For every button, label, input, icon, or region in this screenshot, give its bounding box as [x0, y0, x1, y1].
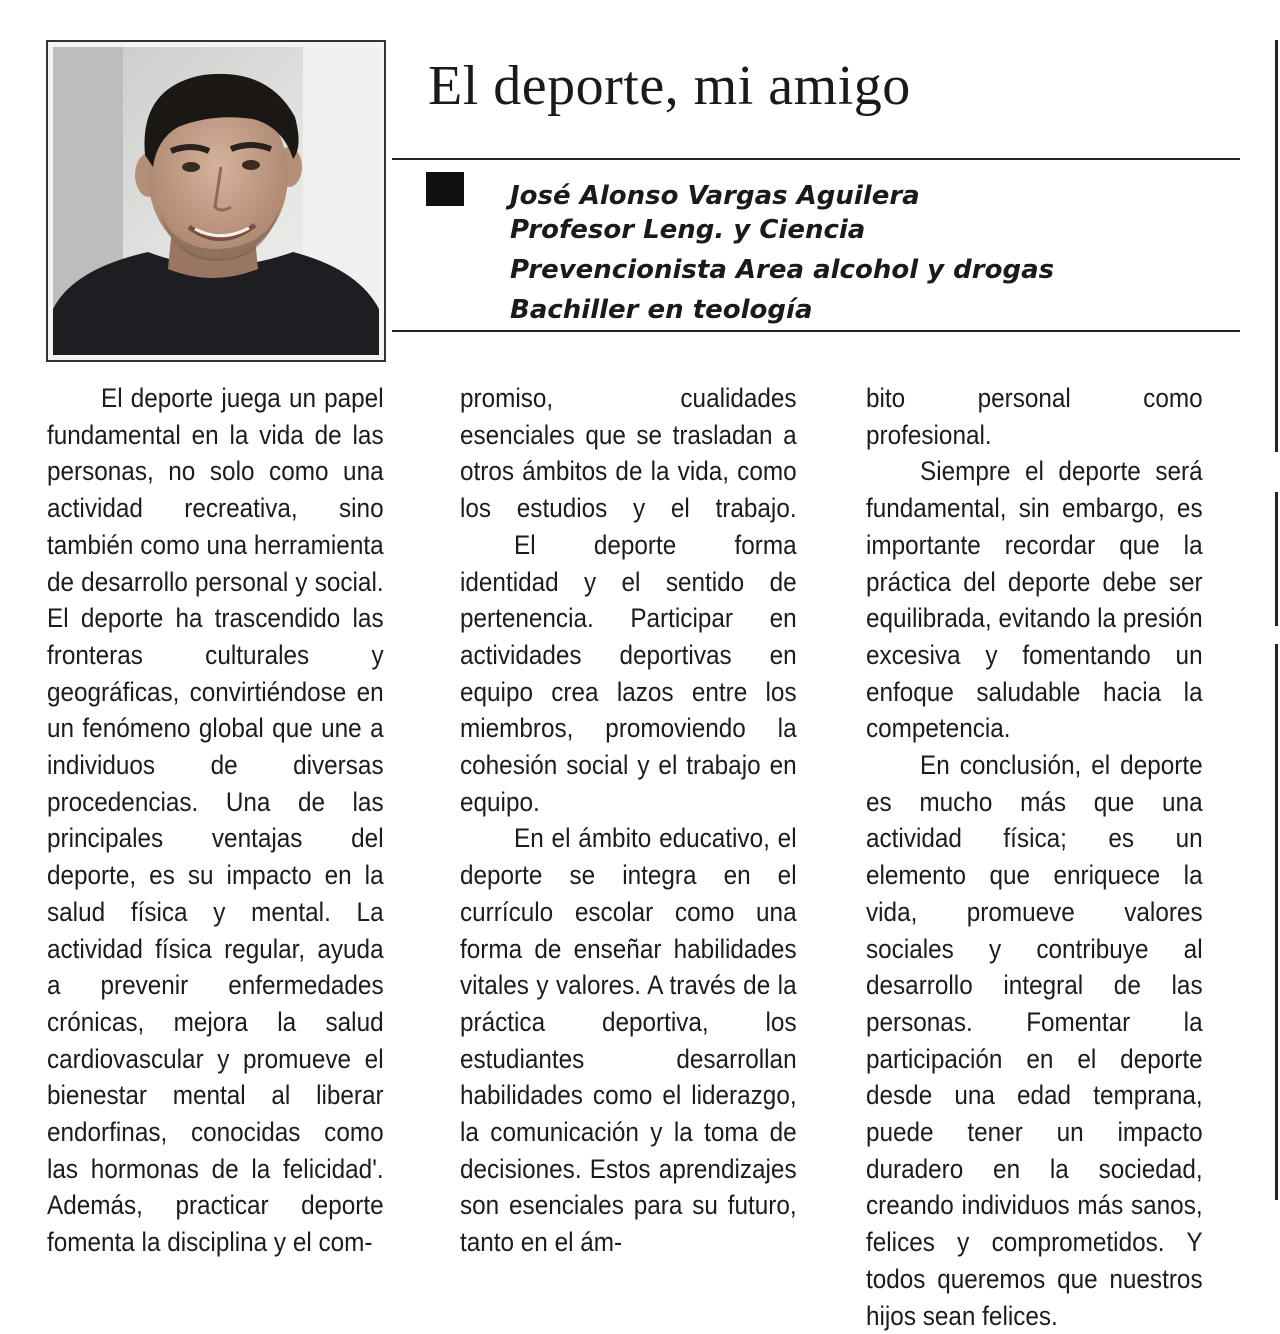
- article-paragraph: Siempre el deporte será fundamental, sin embargo, es importante recordar que la práctica del deporte debe ser equilibrada, evitando la presión excesiva y fomentando un enfoque saludable hacia la competencia.: [866, 456, 1203, 744]
- header-rule-bottom: [392, 330, 1240, 332]
- top-page-edge: [0, 0, 1280, 6]
- article-paragraph: El deporte forma identidad y el sentido de pertenencia. Participar en actividades deportivas en equipo crea lazos entre los miembros, promoviendo la cohesión social y el trabajo en equipo.: [460, 529, 797, 817]
- right-edge-rule: [1275, 644, 1278, 1200]
- article-column-1: [47, 380, 384, 1261]
- author-photo: [46, 40, 386, 362]
- article-paragraph: bito personal como profesional.: [866, 383, 1203, 450]
- author-credential: Prevencionista Area alcohol y drogas: [510, 255, 1055, 285]
- article-column-3: [866, 380, 1203, 1334]
- article-paragraph: En conclusión, el deporte es mucho más que una actividad física; es un elemento que enriquece la vida, promueve valores sociales y contribuye al desarrollo integral de las personas. Fomentar la participación en el deporte desde una edad temprana, puede tener un impacto duradero en la sociedad, creando individuos más sanos, felices y comprometidos. Y todos queremos que nuestros hijos sean felices.: [866, 750, 1203, 1331]
- author-portrait-photo-icon: [53, 47, 379, 355]
- author-byline: [510, 176, 1054, 330]
- author-credential: Profesor Leng. y Ciencia: [510, 215, 866, 245]
- article-paragraph: promiso, cualidades esenciales que se trasladan a otros ámbitos de la vida, como los estudios y el trabajo.: [460, 383, 797, 524]
- author-name: José Alonso Vargas Aguilera: [510, 181, 920, 211]
- article-title: El deporte, mi amigo: [428, 55, 911, 117]
- right-edge-rule: [1275, 40, 1278, 452]
- header-rule-top: [392, 158, 1240, 160]
- author-credential: Bachiller en teología: [510, 295, 813, 325]
- right-edge-rule: [1275, 492, 1278, 626]
- article-paragraph: El deporte juega un papel fundamental en la vida de las personas, no solo como una actividad recreativa, sino también como una herramienta de desarrollo personal y social. El deporte ha trascendido las fronteras culturales y geográficas, convirtiéndose en un fenómeno global que une a individuos de diversas procedencias. Una de las principales ventajas del deporte, es su impacto en la salud física y mental. La actividad física regular, ayuda a prevenir enfermedades crónicas, mejora la salud cardiovascular y promueve el bienestar mental al liberar endorfinas, conocidas como las hormonas de la felicidad'. Además, practicar deporte fomenta la disciplina y el com-: [47, 383, 384, 1258]
- byline-square-bullet: [426, 172, 464, 206]
- article-column-2: [460, 380, 797, 1261]
- article-paragraph: En el ámbito educativo, el deporte se integra en el currículo escolar como una forma de enseñar habilidades vitales y valores. A través de la práctica deportiva, los estudiantes desarrollan habilidades como el liderazgo, la comunicación y la toma de decisiones. Estos aprendizajes son esenciales para su futuro, tanto en el ám-: [460, 823, 797, 1258]
